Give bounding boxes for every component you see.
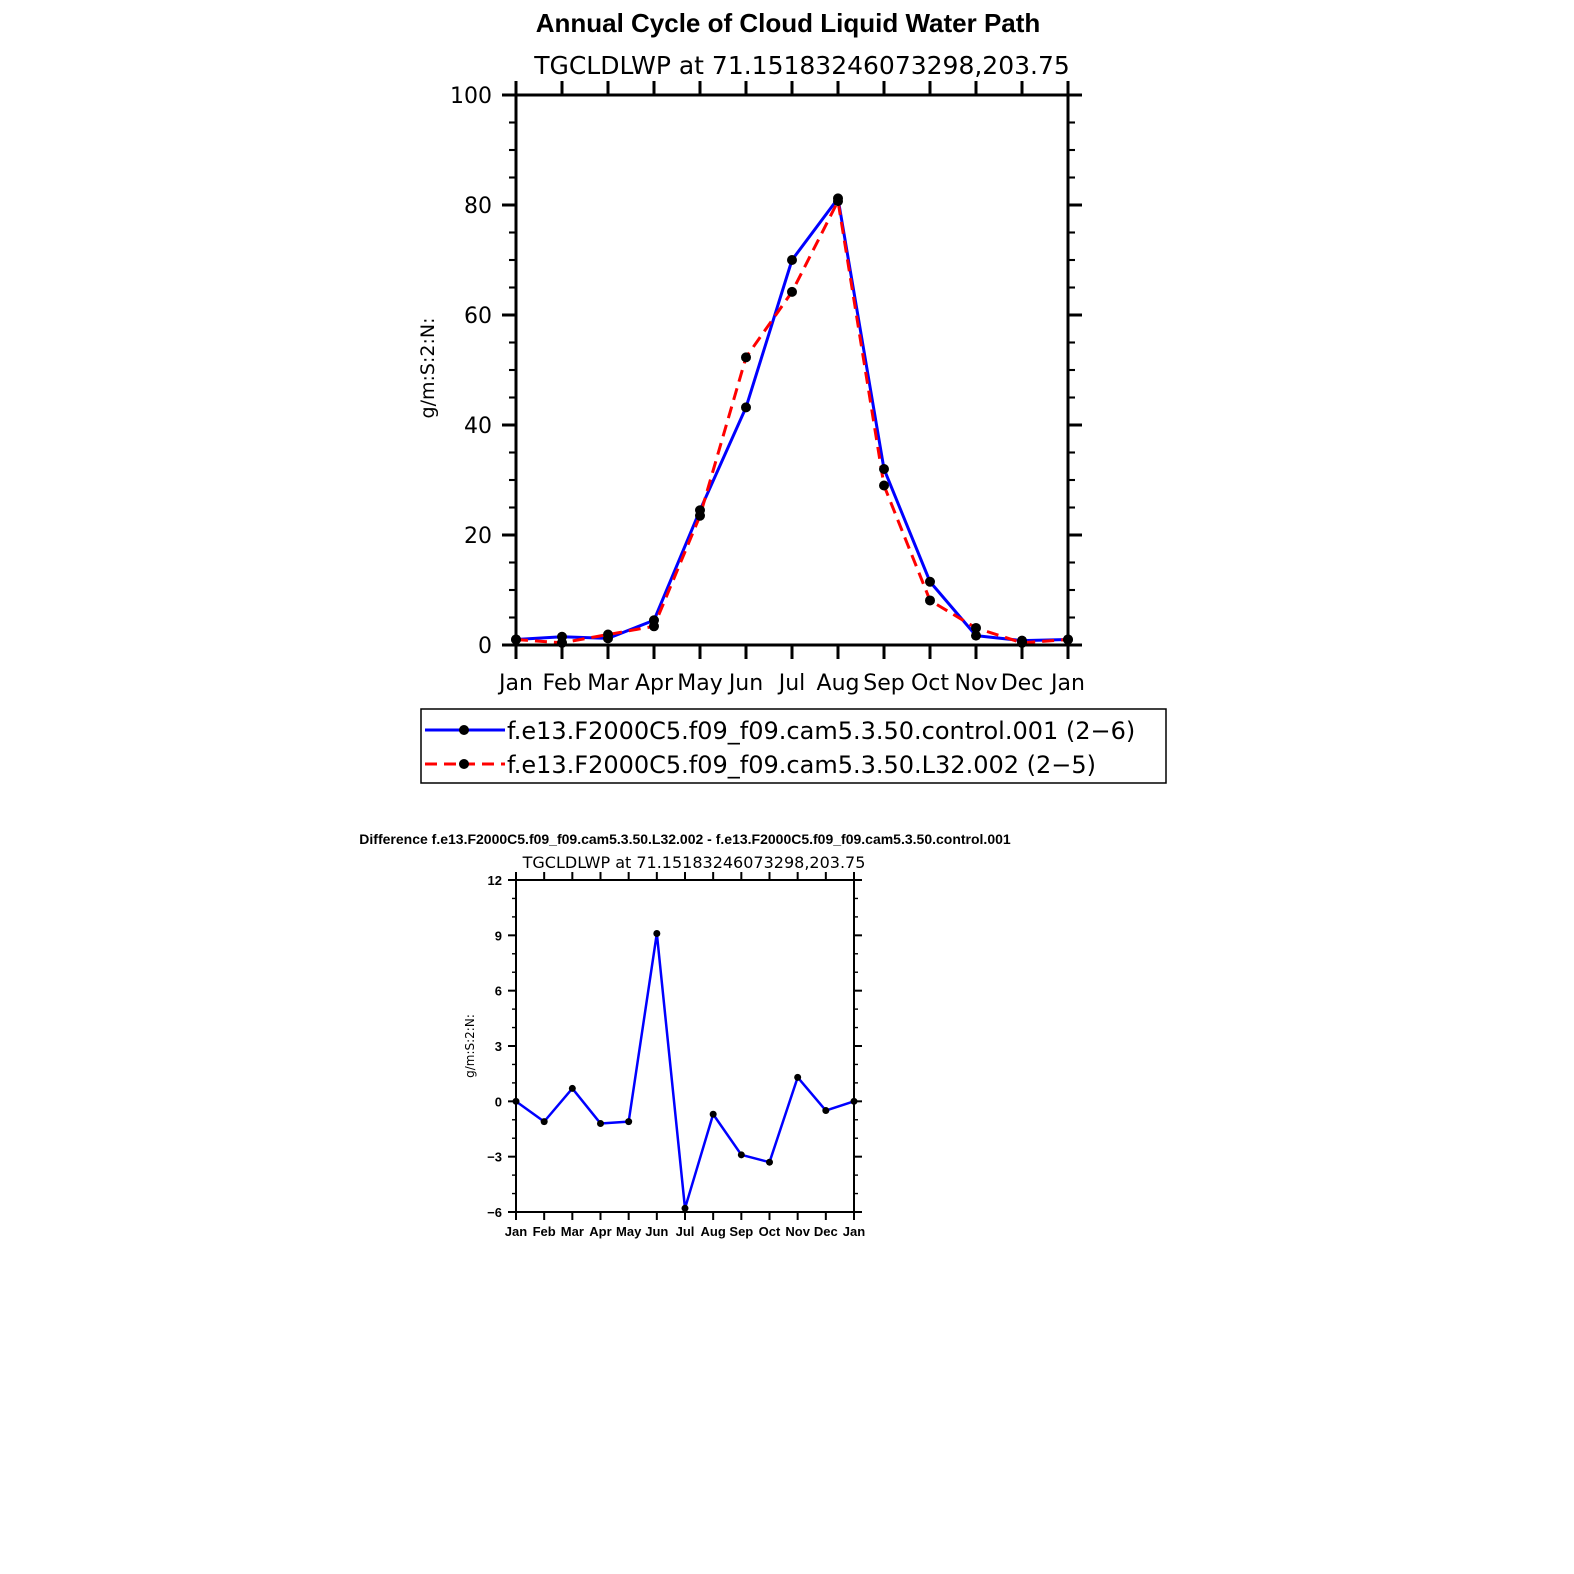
data-point xyxy=(603,630,613,640)
x-tick-label: Dec xyxy=(813,1224,838,1239)
legend-marker-control xyxy=(459,725,469,735)
data-point xyxy=(879,464,889,474)
data-point xyxy=(649,621,659,631)
y-tick-label: 100 xyxy=(450,84,492,109)
y-tick-label: 12 xyxy=(487,873,502,888)
data-point xyxy=(738,1151,745,1158)
x-tick-label: Nov xyxy=(954,671,998,696)
x-tick-label: Mar xyxy=(587,671,629,696)
y-tick-label: 9 xyxy=(494,928,502,944)
data-point xyxy=(794,1074,801,1081)
data-point xyxy=(925,577,935,587)
y-tick-label: −6 xyxy=(487,1205,502,1220)
y-tick-label: 80 xyxy=(464,194,492,219)
x-tick-label: Jan xyxy=(499,671,533,696)
data-point xyxy=(833,196,843,206)
data-point xyxy=(682,1205,689,1212)
y-tick-label: 60 xyxy=(464,304,492,329)
data-point xyxy=(971,623,981,633)
chart-title: Annual Cycle of Cloud Liquid Water Path xyxy=(535,8,1041,38)
y-tick-label: 40 xyxy=(464,414,492,439)
x-tick-label: Apr xyxy=(634,671,674,696)
x-tick-label: Feb xyxy=(532,1224,556,1239)
legend-marker-l32 xyxy=(459,759,469,769)
y-tick-label: −3 xyxy=(487,1149,502,1165)
y-tick-label: 20 xyxy=(464,524,492,549)
x-tick-label: Jul xyxy=(675,1224,695,1239)
data-point xyxy=(569,1085,576,1092)
data-point xyxy=(879,481,889,491)
x-tick-label: May xyxy=(616,1224,642,1239)
data-point xyxy=(787,255,797,265)
legend xyxy=(421,709,1166,783)
x-tick-label: Jan xyxy=(504,1224,528,1239)
x-tick-label: Apr xyxy=(589,1224,612,1239)
x-tick-label: Jul xyxy=(778,671,806,696)
data-point xyxy=(653,930,660,937)
legend-label-control: f.e13.F2000C5.f09_f09.cam5.3.50.control.001 (2−6) xyxy=(507,717,1136,745)
difference-y-axis-label: g/m:S:2:N: xyxy=(463,1014,477,1078)
data-point xyxy=(741,402,751,412)
x-tick-label: Nov xyxy=(785,1224,810,1239)
x-tick-label: Aug xyxy=(700,1224,726,1239)
data-point xyxy=(741,352,751,362)
data-point xyxy=(710,1111,717,1118)
data-point xyxy=(541,1118,548,1125)
data-point xyxy=(766,1159,773,1166)
x-tick-label: Sep xyxy=(863,671,905,696)
y-axis-label: g/m:S:2:N: xyxy=(417,317,439,419)
x-tick-label: Feb xyxy=(542,671,582,696)
y-tick-label: 3 xyxy=(494,1039,502,1054)
legend-label-l32: f.e13.F2000C5.f09_f09.cam5.3.50.L32.002 (2−5) xyxy=(507,751,1097,779)
y-tick-label: 6 xyxy=(494,983,502,999)
x-tick-label: Jun xyxy=(645,1224,669,1239)
data-point xyxy=(822,1107,829,1114)
difference-subtitle: TGCLDLWP at 71.15183246073298,203.75 xyxy=(522,853,866,872)
x-tick-label: Mar xyxy=(560,1224,584,1239)
chart-subtitle: TGCLDLWP at 71.15183246073298,203.75 xyxy=(534,51,1070,80)
x-tick-label: Jun xyxy=(728,671,764,696)
x-tick-label: Jan xyxy=(842,1224,866,1239)
x-tick-label: Aug xyxy=(816,671,860,696)
x-tick-label: Sep xyxy=(729,1224,754,1239)
x-tick-label: Jan xyxy=(1051,671,1085,696)
data-point xyxy=(597,1120,604,1127)
x-tick-label: Oct xyxy=(758,1224,781,1239)
x-tick-label: Oct xyxy=(910,671,950,696)
data-point xyxy=(787,287,797,297)
difference-title: Difference f.e13.F2000C5.f09_f09.cam5.3.50.L32.002 - f.e13.F2000C5.f09_f09.cam5.3.50.control.001 xyxy=(359,831,1011,847)
y-tick-label: 0 xyxy=(478,634,492,659)
data-point xyxy=(695,511,705,521)
data-point xyxy=(625,1118,632,1125)
x-tick-label: May xyxy=(677,671,723,696)
data-point xyxy=(925,595,935,605)
y-tick-label: 0 xyxy=(494,1094,502,1110)
x-tick-label: Dec xyxy=(1000,671,1044,696)
